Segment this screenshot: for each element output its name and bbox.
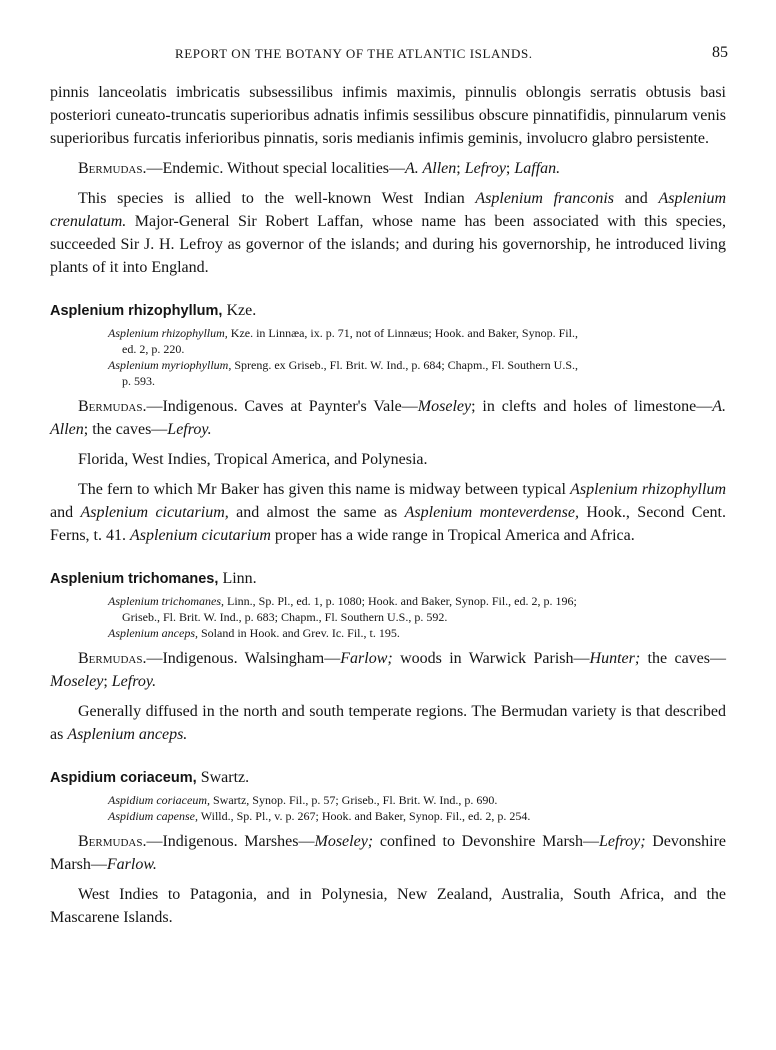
species-heading: Asplenium rhizophyllum, Kze. (50, 302, 257, 319)
synonym-entry: Asplenium myriophyllum, Spreng. ex Griseb., Fl. Brit. W. Ind., p. 684; Chapm., Fl. Southern U.S., (108, 358, 578, 372)
collector: Laffan. (514, 160, 561, 177)
locality-label: Bermudas (78, 160, 143, 177)
latin-line-2: obtusis basi posteriori cuneato-truncatis superioribus adnatis infimis sessilibus obscure (50, 84, 727, 124)
synonym-entry: Aspidium capense, Willd., Sp. Pl., v. p. 267; Hook. and Baker, Synop. Fil., ed. 2, p. 254. (108, 809, 531, 823)
note-paragraph: The fern to which Mr Baker has given this name is midway between typical Asplenium rhizophyllum and Asplenium cicutarium, and almost the same as Asplenium monteverdense, Hook., Second Cent. Ferns, t. 41. Asplenium cicutarium proper has a wide range in Tropical America and Africa. (50, 481, 727, 544)
species-heading: Aspidium coriaceum, Swartz. (50, 769, 250, 786)
running-header (50, 44, 728, 66)
synonym-entry: Asplenium rhizophyllum, Kze. in Linnæa, ix. p. 71, not of Linnæus; Hook. and Baker, Synop. Fil., (108, 326, 578, 340)
distribution-paragraph: Florida, West Indies, Tropical America, and Polynesia. (78, 451, 428, 468)
habitat-paragraph: Bermudas.—Indigenous. Marshes—Moseley; confined to Devonshire Marsh—Lefroy; Devonshire Marsh—Farlow. (50, 833, 727, 873)
synonymy: Asplenium rhizophyllum, Kze. in Linnæa, ix. p. 71, not of Linnæus; Hook. and Baker, Synop. Fil., ed. 2, p. 220. Asplenium myriophyllum, Spreng. ex Griseb., Fl. Brit. W. Ind., p. 684; Chapm., Fl. Southern U.S., p. 593. (50, 325, 726, 389)
latin-line-4: infimis geminis, involucro glabro persistente. (418, 130, 710, 147)
synonym-entry: Asplenium anceps, Soland in Hook. and Grev. Ic. Fil., t. 195. (108, 626, 400, 640)
latin-line-3: pinnatifidis, pinnularum venis superioribus furcatis inferioribus pinnatis, soris medianis (50, 107, 726, 147)
collector: Lefroy (464, 160, 506, 177)
header-title: REPORT ON THE BOTANY OF THE ATLANTIC ISLANDS. (175, 46, 533, 61)
synonym-entry: Asplenium trichomanes, Linn., Sp. Pl., ed. 1, p. 1080; Hook. and Baker, Synop. Fil., ed. 2, p. 196; (108, 594, 577, 608)
habitat-paragraph: Bermudas.—Indigenous. Caves at Paynter's Vale—Moseley; in clefts and holes of limestone—A. Allen; the caves—Lefroy. (50, 398, 727, 438)
distribution-paragraph: Generally diffused in the north and south temperate regions. The Bermudan variety is that described as Asplenium anceps. (50, 703, 726, 743)
page-number: 85 (712, 44, 728, 61)
synonymy: Asplenium trichomanes, Linn., Sp. Pl., ed. 1, p. 1080; Hook. and Baker, Synop. Fil., ed. 2, p. 196; Griseb., Fl. Brit. W. Ind., p. 683; Chapm., Fl. Southern U.S., p. 592. Asplenium anceps, Soland in Hook. and Grev. Ic. Fil., t. 195. (50, 593, 726, 641)
page-body (50, 81, 726, 929)
latin-line-1: pinnis lanceolatis imbricatis subsessilibus infimis maximis, pinnulis oblongis serratis (50, 84, 637, 101)
synonymy (50, 792, 726, 824)
distribution-paragraph: West Indies to Patagonia, and in Polynesia, New Zealand, Australia, South Africa, and the Mascarene Islands. (50, 886, 726, 926)
synonym-entry: Aspidium coriaceum, Swartz, Synop. Fil., p. 57; Griseb., Fl. Brit. W. Ind., p. 690. (108, 793, 498, 807)
habitat-paragraph: Bermudas.—Indigenous. Walsingham—Farlow; woods in Warwick Parish—Hunter; the caves—Moseley; Lefroy. (50, 650, 727, 690)
latin-description (50, 81, 726, 150)
habitat-paragraph: Bermudas.—Endemic. Without special localities—A. Allen; Lefroy; Laffan. (78, 160, 561, 177)
note-paragraph: This species is allied to the well-known West Indian Asplenium franconis and Asplenium crenulatum. Major-General Sir Robert Laffan, whose name has been associated with this species, succeeded Sir J. H. Lefroy as governor of the islands; and during his governorship, he introduced living plants of it into England. (50, 190, 726, 276)
species-heading: Asplenium trichomanes, Linn. (50, 570, 257, 587)
collector: A. Allen (405, 160, 457, 177)
